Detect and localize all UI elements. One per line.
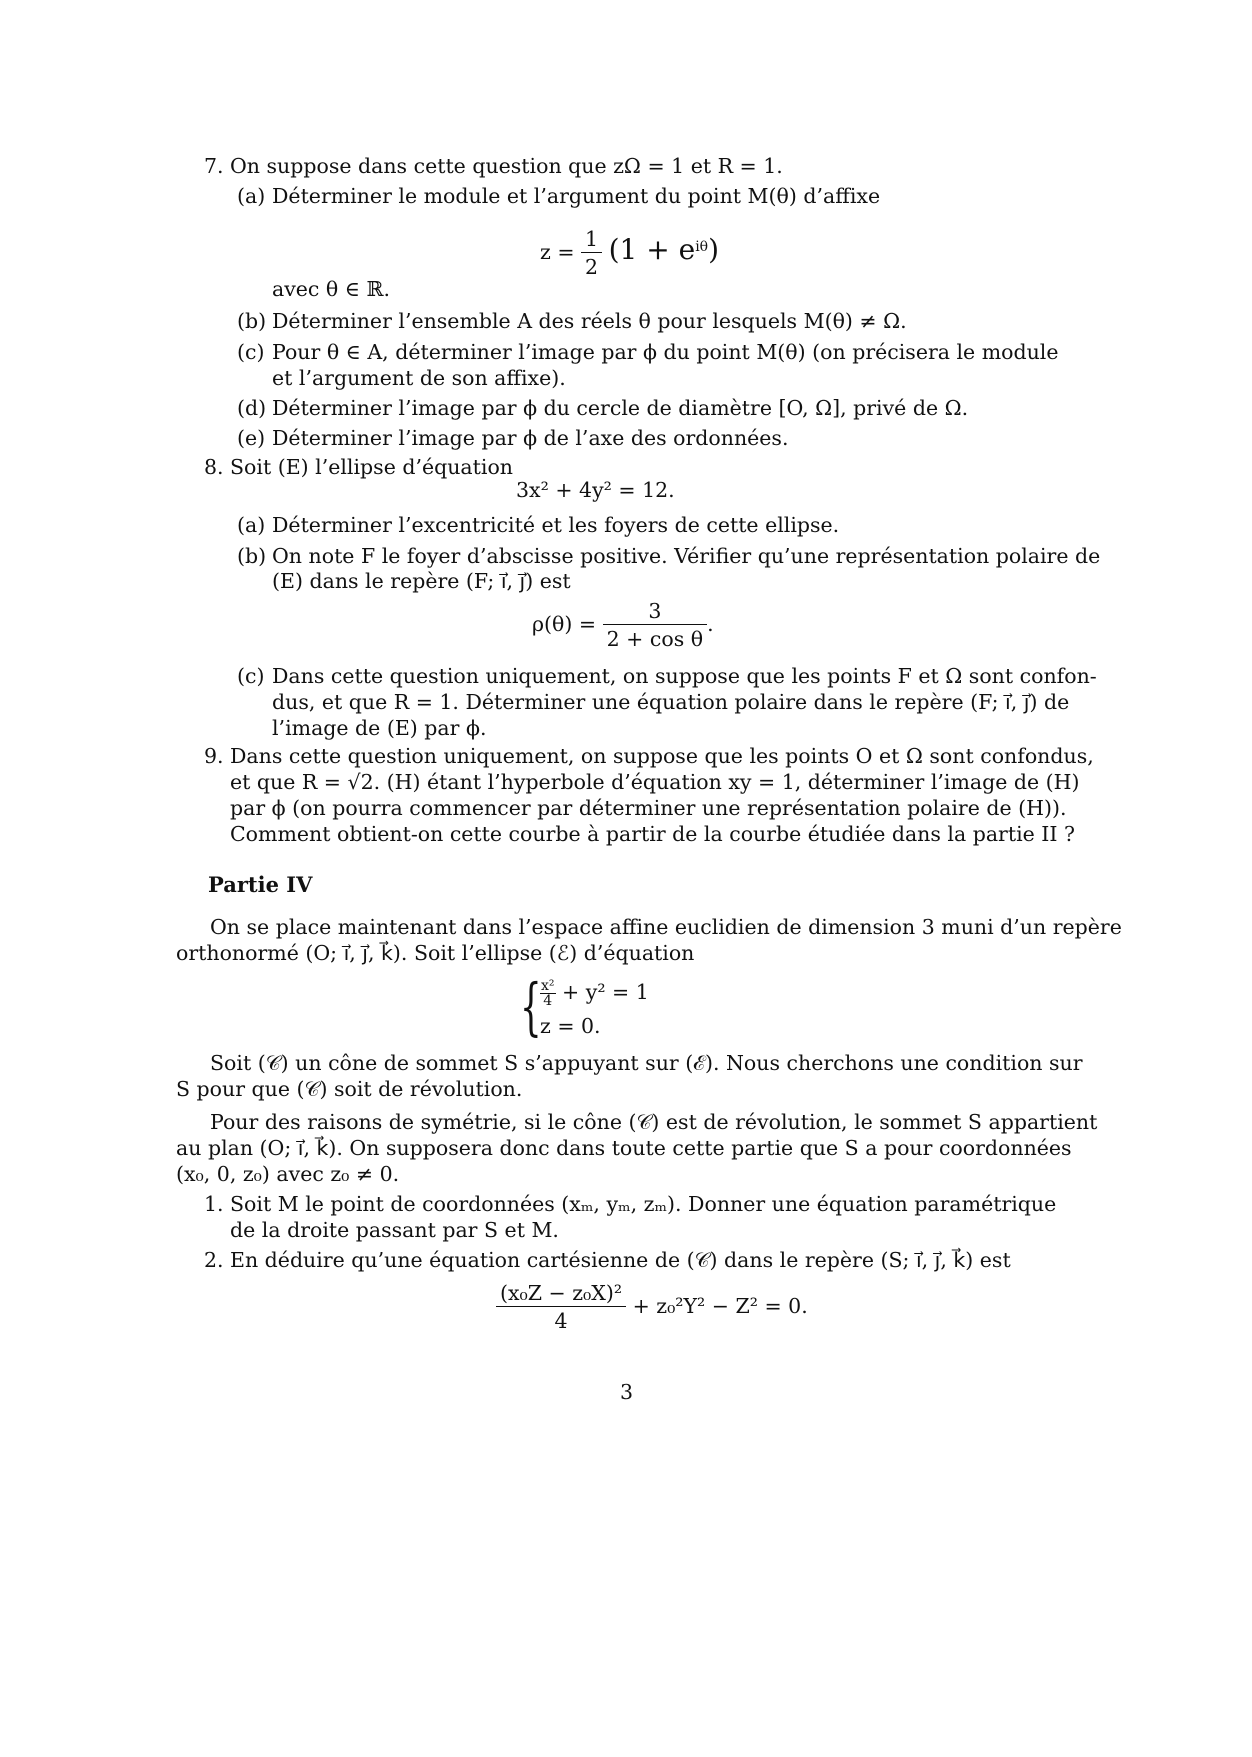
q8b-eq-denominator: 2 + cos θ: [606, 627, 704, 651]
part4-cone-equation: [496, 1280, 808, 1335]
q8c-label: (c): [237, 664, 265, 688]
q7d-label: (d): [237, 396, 267, 420]
cone-eq-denominator: 4: [554, 1309, 568, 1333]
q7a-eq-close: ): [708, 233, 720, 266]
q7a-eq-lhs: z =: [540, 240, 575, 264]
q7a-eq-fraction: [581, 226, 602, 281]
part4-p1-line1: On se place maintenant dans l’espace affine euclidien de dimension 3 muni d’un repère: [210, 915, 1122, 939]
q7d-text: Déterminer l’image par ϕ du cercle de diamètre [O, Ω], privé de Ω.: [272, 396, 969, 420]
q8b-label: (b): [237, 544, 267, 568]
q8-equation: 3x² + 4y² = 12.: [516, 478, 675, 502]
cone-eq-fraction: [496, 1280, 626, 1335]
q7b-text: Déterminer l’ensemble A des réels θ pour lesquels M(θ) ≠ Ω.: [272, 309, 907, 333]
q8c-text-line2: dus, et que R = 1. Déterminer une équation polaire dans le repère (F; i⃗, j⃗) de: [272, 690, 1070, 714]
q8c-text-line1: Dans cette question uniquement, on suppose que les points F et Ω sont confon-: [272, 664, 1097, 688]
part4-p3-line2: au plan (O; i⃗, k⃗). On supposera donc dans toute cette partie que S a pour coordonnées: [176, 1136, 1072, 1160]
q7a-text: Déterminer le module et l’argument du point M(θ) d’affixe: [272, 184, 881, 208]
part4-p2-line1: Soit (𝒞) un cône de sommet S s’appuyant sur (ℰ). Nous cherchons une condition sur: [210, 1051, 1083, 1075]
page-number: 3: [620, 1380, 634, 1404]
cone-eq-numerator: (x₀Z − z₀X)²: [496, 1280, 626, 1307]
q9-text-line2: et que R = √2. (H) étant l’hyperbole d’équation xy = 1, déterminer l’image de (H): [230, 770, 1080, 794]
q8b-eq-fraction: [603, 598, 707, 653]
q7c-text-line1: Pour θ ∈ A, déterminer l’image par ϕ du point M(θ) (on précisera le module: [272, 340, 1059, 364]
q8a-text: Déterminer l’excentricité et les foyers de cette ellipse.: [272, 513, 840, 537]
q8b-eq-end: .: [707, 612, 714, 636]
part4-item1-line1: Soit M le point de coordonnées (xₘ, yₘ, zₘ). Donner une équation paramétrique: [230, 1192, 1057, 1216]
system-row2: z = 0.: [540, 1014, 601, 1038]
part4-p1-line2: orthonormé (O; i⃗, j⃗, k⃗). Soit l’ellipse (ℰ) d’équation: [176, 941, 695, 965]
q9-text-line1: Dans cette question uniquement, on suppose que les points O et Ω sont confondus,: [230, 744, 1094, 768]
q7e-text: Déterminer l’image par ϕ de l’axe des ordonnées.: [272, 426, 789, 450]
system-fraction: [540, 979, 556, 1008]
q8b-text-line2: (E) dans le repère (F; i⃗, j⃗) est: [272, 569, 571, 593]
system-row1: [540, 978, 649, 1008]
q7a-eq-denominator: 2: [585, 255, 599, 279]
part4-p3-line1: Pour des raisons de symétrie, si le cône (𝒞) est de révolution, le sommet S appartient: [210, 1110, 1098, 1134]
part4-p2-line2: S pour que (𝒞) soit de révolution.: [176, 1077, 523, 1101]
part4-p3-line3: (x₀, 0, z₀) avec z₀ ≠ 0.: [176, 1162, 400, 1186]
system-fraction-den: 4: [543, 993, 553, 1009]
q8a-label: (a): [237, 513, 266, 537]
part4-item1-number: 1.: [204, 1192, 224, 1216]
system-row1-rest: + y² = 1: [562, 980, 649, 1004]
system-fraction-num: x²: [541, 978, 555, 994]
q7a-after: avec θ ∈ ℝ.: [272, 277, 391, 301]
system-brace: {: [520, 970, 542, 1043]
q7c-text-line2: et l’argument de son affixe).: [272, 366, 566, 390]
q8b-eq-numerator: 3: [603, 598, 707, 625]
q8b-text-line1: On note F le foyer d’abscisse positive. Vérifier qu’une représentation polaire de: [272, 544, 1101, 568]
q8-number: 8.: [204, 455, 224, 479]
q9-number: 9.: [204, 744, 224, 768]
cone-eq-rest: + z₀²Y² − Z² = 0.: [632, 1294, 808, 1318]
q8b-equation: [532, 598, 714, 653]
q7c-label: (c): [237, 340, 265, 364]
q9-text-line4: Comment obtient-on cette courbe à partir de la courbe étudiée dans la partie II ?: [230, 822, 1076, 846]
part4-heading: Partie IV: [208, 872, 313, 897]
q9-text-line3: par ϕ (on pourra commencer par déterminer une représentation polaire de (H)).: [230, 796, 1067, 820]
q7e-label: (e): [237, 426, 266, 450]
q8-text: Soit (E) l’ellipse d’équation: [230, 455, 513, 479]
part4-item2-line1: En déduire qu’une équation cartésienne de (𝒞) dans le repère (S; i⃗, j⃗, k⃗) est: [230, 1248, 1011, 1272]
part4-item2-number: 2.: [204, 1248, 224, 1272]
q7a-equation: [540, 226, 719, 281]
q8c-text-line3: l’image de (E) par ϕ.: [272, 716, 487, 740]
q7-text: On suppose dans cette question que zΩ = 1 et R = 1.: [230, 154, 783, 178]
q7a-eq-exponent: iθ: [695, 239, 709, 256]
q7a-label: (a): [237, 184, 266, 208]
q8b-eq-lhs: ρ(θ) =: [532, 612, 597, 636]
q7a-eq-rhs: (1 + e: [608, 233, 696, 266]
q7a-eq-numerator: 1: [581, 226, 602, 253]
part4-item1-line2: de la droite passant par S et M.: [230, 1218, 559, 1242]
q7-number: 7.: [204, 154, 224, 178]
q7b-label: (b): [237, 309, 267, 333]
